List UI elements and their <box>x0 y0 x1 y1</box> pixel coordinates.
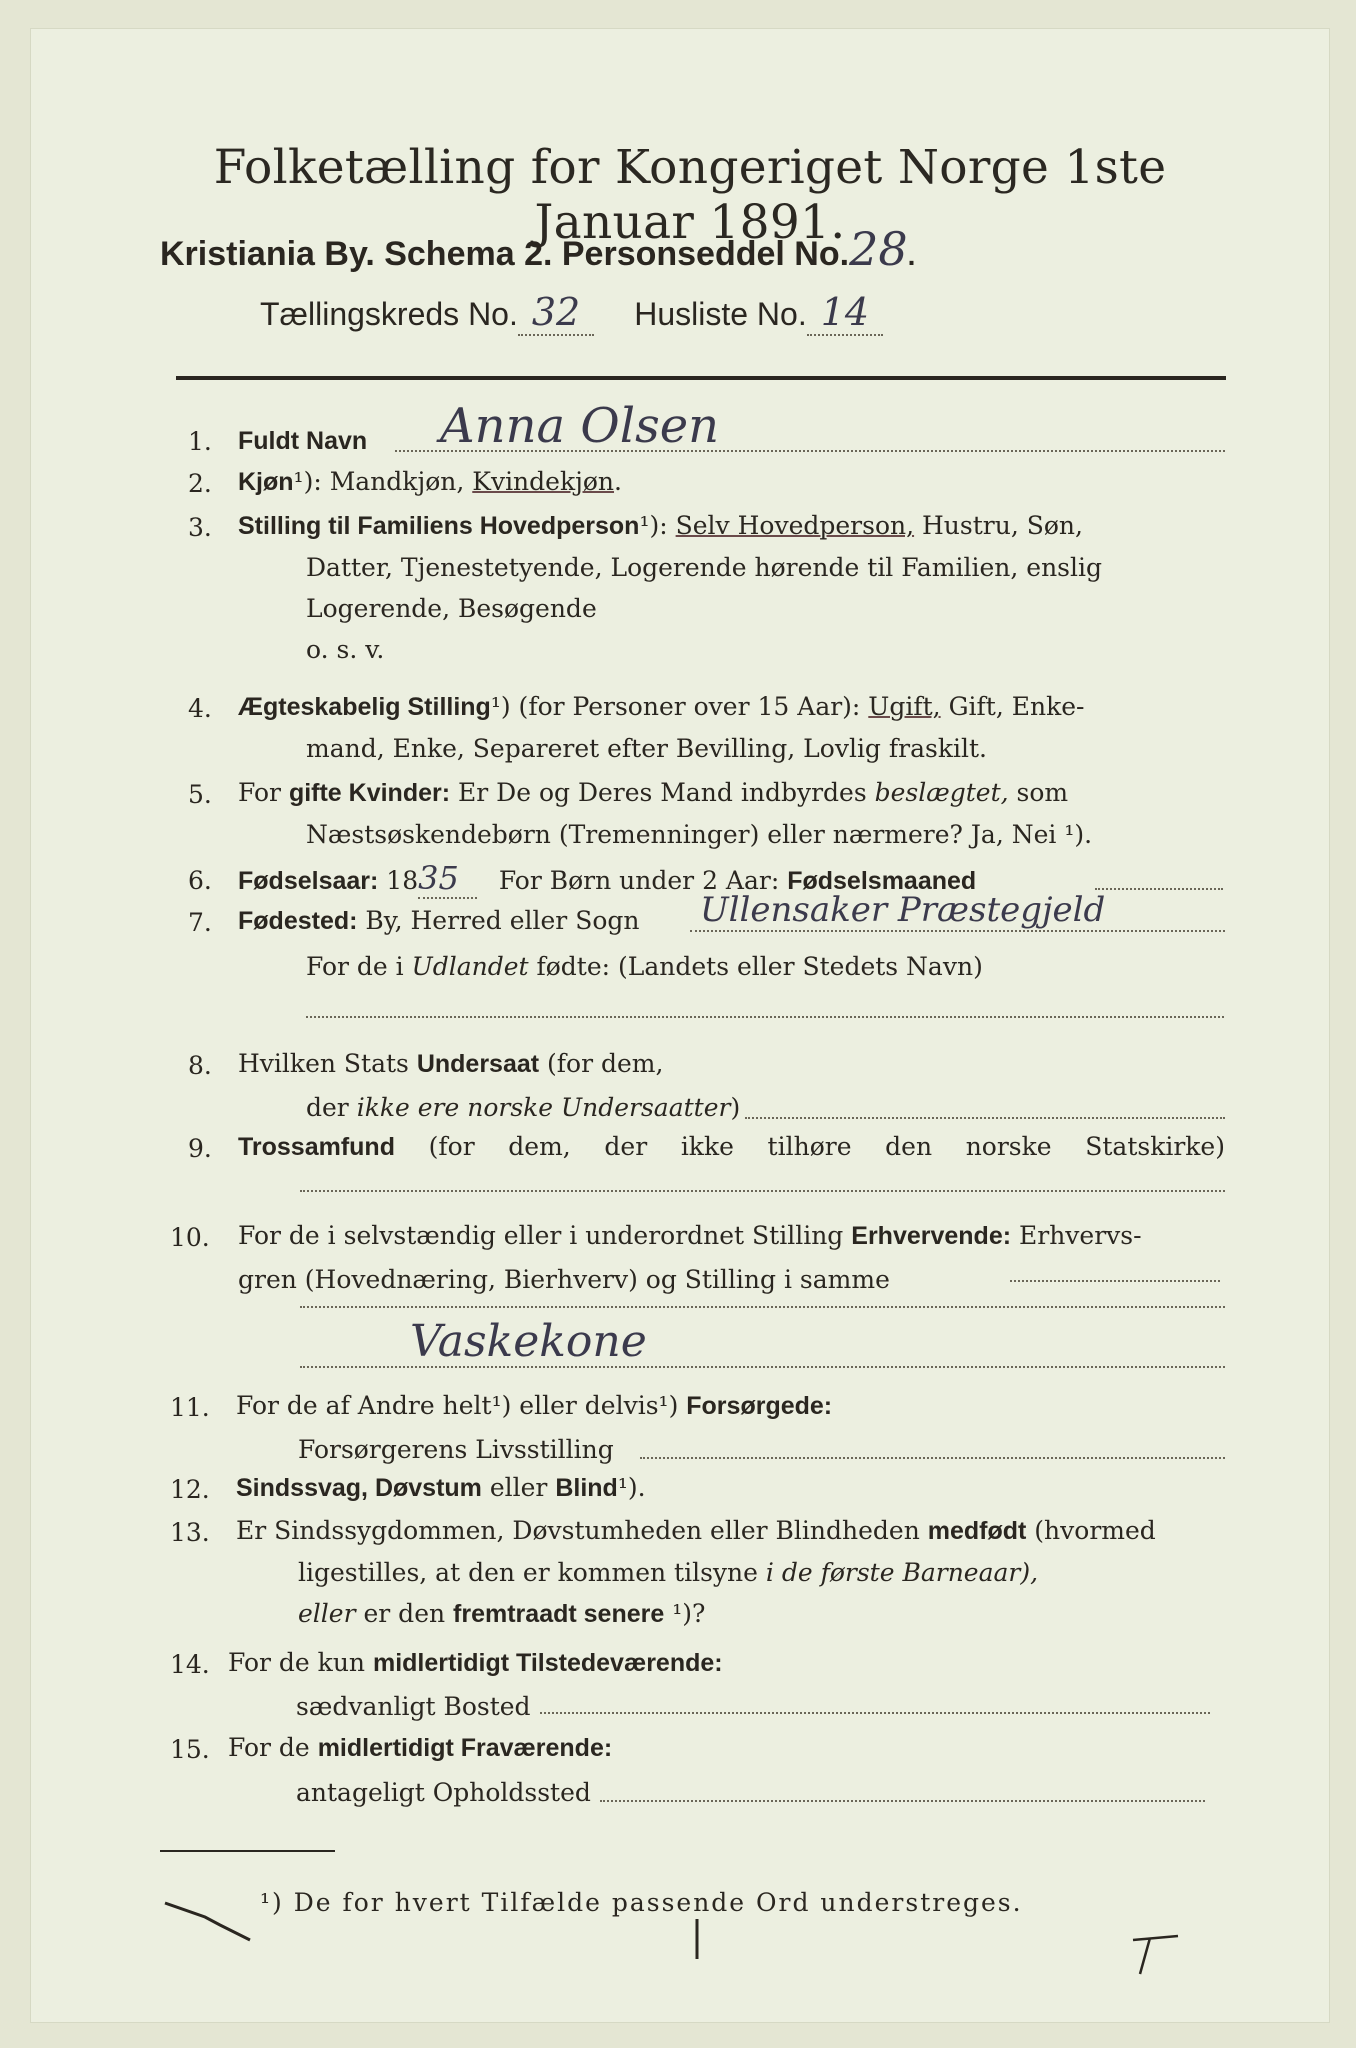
q7-text-mid: By, Herred eller Sogn <box>357 906 640 935</box>
q5-emph: beslægtet, <box>874 778 1009 807</box>
q14-text <box>228 1642 723 1684</box>
q7-dotted-line <box>690 930 1225 932</box>
q8-line2-emph: ikke ere norske Undersaatter <box>356 1093 731 1122</box>
q8-pre: Hvilken Stats <box>238 1049 417 1078</box>
q11-sup1: ¹ <box>491 1391 502 1420</box>
q10-number: 10. <box>170 1223 210 1252</box>
q5-label: gifte Kvinder: <box>288 779 451 807</box>
subtitle-prefix: Kristiania By. Schema 2. Personseddel No. <box>160 235 850 273</box>
q2-label: Kjøn <box>238 468 294 496</box>
q14-line2: sædvanligt Bosted <box>296 1692 531 1721</box>
q14-pre: For de kun <box>228 1648 373 1677</box>
q3-line4: o. s. v. <box>306 635 385 664</box>
taellingskreds-number: 32 <box>518 290 594 336</box>
q8-line2-rest: ) <box>730 1093 741 1122</box>
q10-dotted-line <box>1010 1280 1220 1282</box>
q4-number: 4. <box>188 694 212 723</box>
q5-line2: Næstsøskendebørn (Tremenninger) eller nærmere? Ja, Nei ¹). <box>306 820 1093 849</box>
q11-dotted-line <box>640 1457 1225 1459</box>
q6-label: Fødselsaar: <box>238 867 379 895</box>
footnote: ¹) De for hvert Tilfælde passende Ord understreges. <box>260 1888 1023 1917</box>
husliste-number: 14 <box>807 290 883 336</box>
taellingskreds-label: Tællingskreds No. <box>260 296 518 332</box>
q13-line3-end: ¹)? <box>664 1599 706 1628</box>
q4-label: Ægteskabelig Stilling <box>238 693 491 721</box>
q13-line2-pre: ligestilles, at den er kommen tilsyne <box>298 1558 766 1587</box>
header-rule <box>176 376 1226 380</box>
q13-line3-mid: er den <box>355 1599 454 1628</box>
q8-label: Undersaat <box>416 1050 540 1078</box>
q11-mid2: ) <box>668 1391 687 1420</box>
q3-text <box>238 505 1223 670</box>
q2-selected-option: Kvindekjøn <box>472 467 615 496</box>
footnote-rule <box>160 1850 335 1852</box>
q11-number: 11. <box>170 1393 210 1422</box>
q8-text <box>238 1043 663 1085</box>
q15-number: 15. <box>170 1735 210 1764</box>
q4-selected-option: Ugift, <box>868 692 941 721</box>
q5-pre: For <box>238 778 289 807</box>
q3-selected-option: Selv Hovedperson, <box>675 511 915 540</box>
q7-number: 7. <box>188 908 212 937</box>
q10-text-mid: For de i selvstændig eller i underordnet Stilling <box>238 1221 852 1250</box>
q4-text-mid: ) (for Personer over 15 Aar): <box>500 692 869 721</box>
q15-pre: For de <box>228 1733 318 1762</box>
q14-number: 14. <box>170 1650 210 1679</box>
q7-dotted-line-2 <box>306 1016 1224 1018</box>
form-subtitle-2 <box>260 290 883 334</box>
q13-line2-emph: i de første Barneaar), <box>765 1558 1039 1587</box>
q11-text-mid: For de af Andre helt <box>236 1391 492 1420</box>
q10-dotted-line-2 <box>300 1306 1225 1308</box>
q6-dotted-line <box>1095 888 1223 890</box>
q15-dotted-line <box>600 1800 1205 1802</box>
q3-number: 3. <box>188 513 212 542</box>
q4-sup: ¹ <box>490 692 501 721</box>
q5-number: 5. <box>188 780 212 809</box>
q6-mid: For Børn under 2 Aar: <box>498 866 788 895</box>
q1-number: 1. <box>188 427 212 456</box>
q4-rest: Gift, Enke- <box>940 692 1085 721</box>
q13-line3-emph: eller <box>298 1599 356 1628</box>
q12-label2: Blind <box>555 1474 618 1502</box>
q11-sup2: ¹ <box>658 1391 669 1420</box>
q14-dotted-line <box>540 1712 1210 1714</box>
q14-label: midlertidigt Tilstedeværende: <box>372 1649 723 1677</box>
q8-number: 8. <box>188 1051 212 1080</box>
q10-occupation-answer: Vaskekone <box>410 1316 647 1367</box>
q10-line2: gren (Hovednæring, Bierhverv) og Stilling i samme <box>238 1265 890 1294</box>
q5-rest: som <box>1008 778 1069 807</box>
q13-rest: (hvormed <box>1026 1516 1156 1545</box>
q8-text-mid: (for dem, <box>539 1049 664 1078</box>
q12-number: 12. <box>170 1475 210 1504</box>
q8-dotted-line <box>745 1117 1225 1119</box>
q2-end: . <box>614 467 622 496</box>
q7-line2-pre: For de i <box>306 952 412 981</box>
q11-mid: ) eller delvis <box>501 1391 659 1420</box>
q2-text <box>238 461 622 503</box>
q9-text <box>238 1126 1225 1168</box>
q9-number: 9. <box>188 1134 212 1163</box>
pencil-tick-icon <box>690 1915 704 1965</box>
q3-line3: Logerende, Besøgende <box>306 594 597 623</box>
form-subtitle: Kristiania By. Schema 2. Personseddel No.28. <box>160 222 916 276</box>
q7-line2-rest: fødte: (Landets eller Stedets Navn) <box>528 952 983 981</box>
q8-line2 <box>306 1087 740 1128</box>
q5-text-mid: Er De og Deres Mand indbyrdes <box>450 778 875 807</box>
q13-text-mid: Er Sindssygdommen, Døvstumheden eller Blindheden <box>236 1516 928 1545</box>
q3-sup: ¹ <box>639 511 650 540</box>
q12-text <box>236 1467 646 1509</box>
q6-label2: Fødselsmaaned <box>787 867 977 895</box>
q13-line3-label: fremtraadt senere <box>453 1600 665 1628</box>
q3-colon: ): <box>649 511 676 540</box>
personseddel-number: 28 <box>849 222 908 276</box>
q10-text <box>238 1215 1228 1300</box>
q10-rest: Erhvervs- <box>1011 1221 1142 1250</box>
q12-end: ¹). <box>617 1473 646 1502</box>
q2-options: ): Mandkjøn, <box>303 467 473 496</box>
q1-label: Fuldt Navn <box>238 427 368 455</box>
q8-line2-pre: der <box>306 1093 357 1122</box>
q15-label: midlertidigt Fraværende: <box>317 1734 613 1762</box>
q12-label: Sindssvag, Døvstum <box>236 1474 482 1502</box>
q7-birthplace-answer: Ullensaker Præstegjeld <box>700 890 1106 930</box>
q15-line2: antageligt Opholdssted <box>296 1778 591 1807</box>
pencil-mark-icon <box>160 1895 260 1945</box>
q7-label: Fødested: <box>238 907 358 935</box>
q6-year-prefix: 18 <box>378 866 419 895</box>
q7-line2-emph: Udlandet <box>411 952 529 981</box>
q12-text-mid: eller <box>481 1473 556 1502</box>
q3-label: Stilling til Familiens Hovedperson <box>238 512 640 540</box>
q15-text <box>228 1727 612 1769</box>
q6-year-answer: 35 <box>418 859 477 899</box>
q11-label: Forsørgede: <box>686 1392 833 1420</box>
q7-line2 <box>306 946 983 987</box>
q13-text <box>236 1510 1226 1635</box>
q3-line2: Datter, Tjenestetyende, Logerende hørende til Familien, enslig <box>306 553 1103 582</box>
q6-number: 6. <box>188 866 212 895</box>
pencil-corner-icon <box>1128 1928 1188 1978</box>
husliste-label: Husliste No. <box>634 296 807 332</box>
q1-name-answer: Anna Olsen <box>440 398 720 454</box>
q2-sup: ¹ <box>293 467 304 496</box>
q3-rest: Hustru, Søn, <box>914 511 1083 540</box>
q5-text <box>238 772 1223 855</box>
q4-text <box>238 686 1223 769</box>
form-title: Folketælling for Kongeriget Norge 1ste Januar 1891. <box>213 140 1167 250</box>
q9-dotted-line <box>300 1190 1225 1192</box>
q9-text-mid: (for dem, der ikke tilhøre den norske Statskirke) <box>394 1132 1225 1161</box>
q4-line2: mand, Enke, Separeret efter Bevilling, Lovlig fraskilt. <box>306 734 987 763</box>
q10-label: Erhvervende: <box>851 1222 1012 1250</box>
q7-text <box>238 900 639 942</box>
q11-line2: Forsørgerens Livsstilling <box>298 1435 614 1464</box>
q9-label: Trossamfund <box>238 1133 395 1161</box>
q13-label: medfødt <box>927 1517 1027 1545</box>
q11-text <box>236 1385 832 1427</box>
q2-number: 2. <box>188 469 212 498</box>
q13-number: 13. <box>170 1518 210 1547</box>
